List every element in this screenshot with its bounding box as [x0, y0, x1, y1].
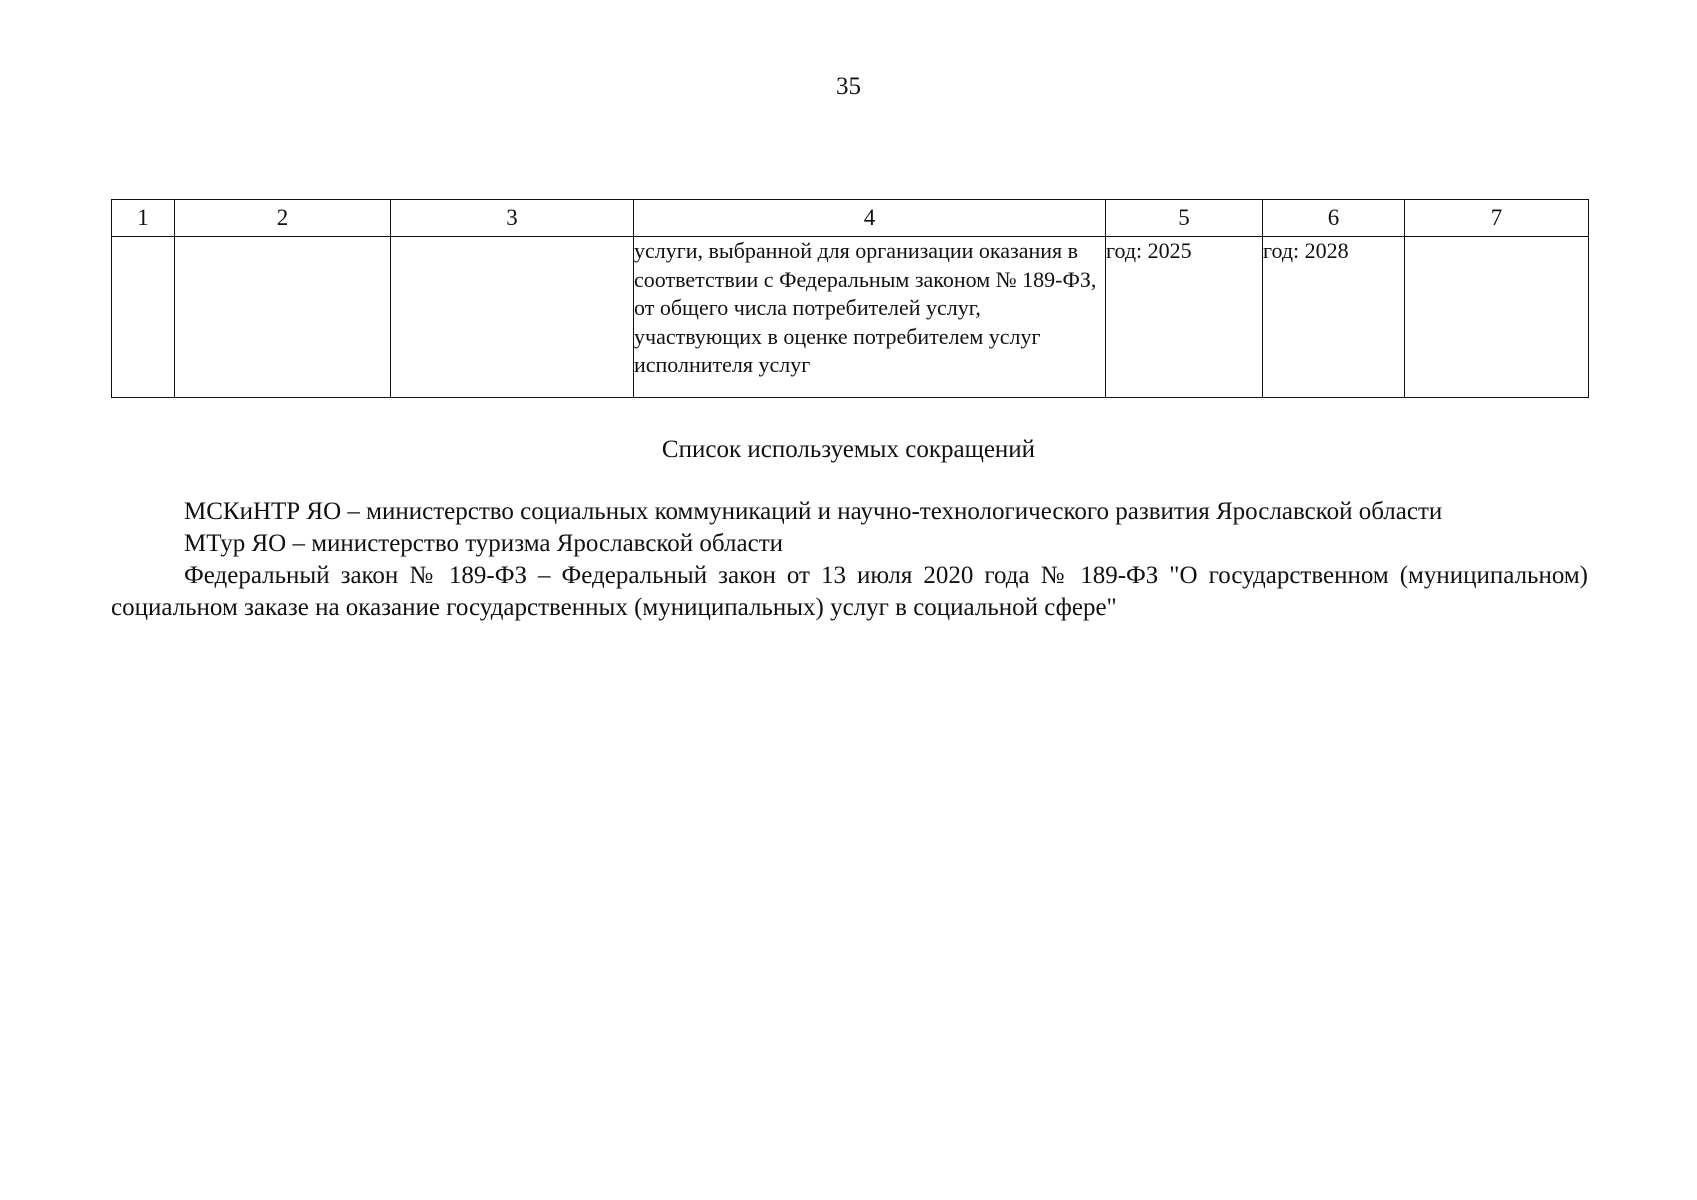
table-cell-col7	[1405, 237, 1589, 398]
abbreviation-item: Федеральный закон № 189-ФЗ – Федеральный закон от 13 июля 2020 года № 189-ФЗ "О государственном (муниципальном) социальном заказе на оказание государственных (муниципальных) услуг в социальной сфере"	[111, 562, 1588, 621]
abbreviation-item: МСКиНТР ЯО – министерство социальных коммуникаций и научно-технологического развития Ярославской области	[184, 498, 1443, 525]
table-cell-col1	[112, 237, 175, 398]
table-cell-col3	[391, 237, 634, 398]
table-row	[112, 237, 1589, 398]
data-table	[111, 199, 1589, 398]
target-year-cell: год: 2028	[1263, 237, 1405, 398]
column-header: 2	[175, 200, 391, 237]
column-header: 3	[391, 200, 634, 237]
column-header: 7	[1405, 200, 1589, 237]
abbreviations-list	[111, 496, 1588, 624]
abbreviations-title: Список используемых сокращений	[661, 436, 1036, 463]
indicator-description-cell: услуги, выбранной для организации оказания в соответствии с Федеральным законом № 189-ФЗ, от общего числа потребителей услуг, участвующих в оценке потребителем услуг исполнителя услуг	[634, 237, 1106, 398]
table-header-row	[112, 200, 1589, 237]
table-cell-col2	[175, 237, 391, 398]
column-header: 4	[634, 200, 1106, 237]
base-year-cell: год: 2025	[1106, 237, 1263, 398]
page-number: 35	[836, 73, 861, 100]
abbreviation-item: МТур ЯО – министерство туризма Ярославской области	[184, 530, 783, 557]
column-header: 5	[1106, 200, 1263, 237]
column-header: 6	[1263, 200, 1405, 237]
column-header: 1	[112, 200, 175, 237]
